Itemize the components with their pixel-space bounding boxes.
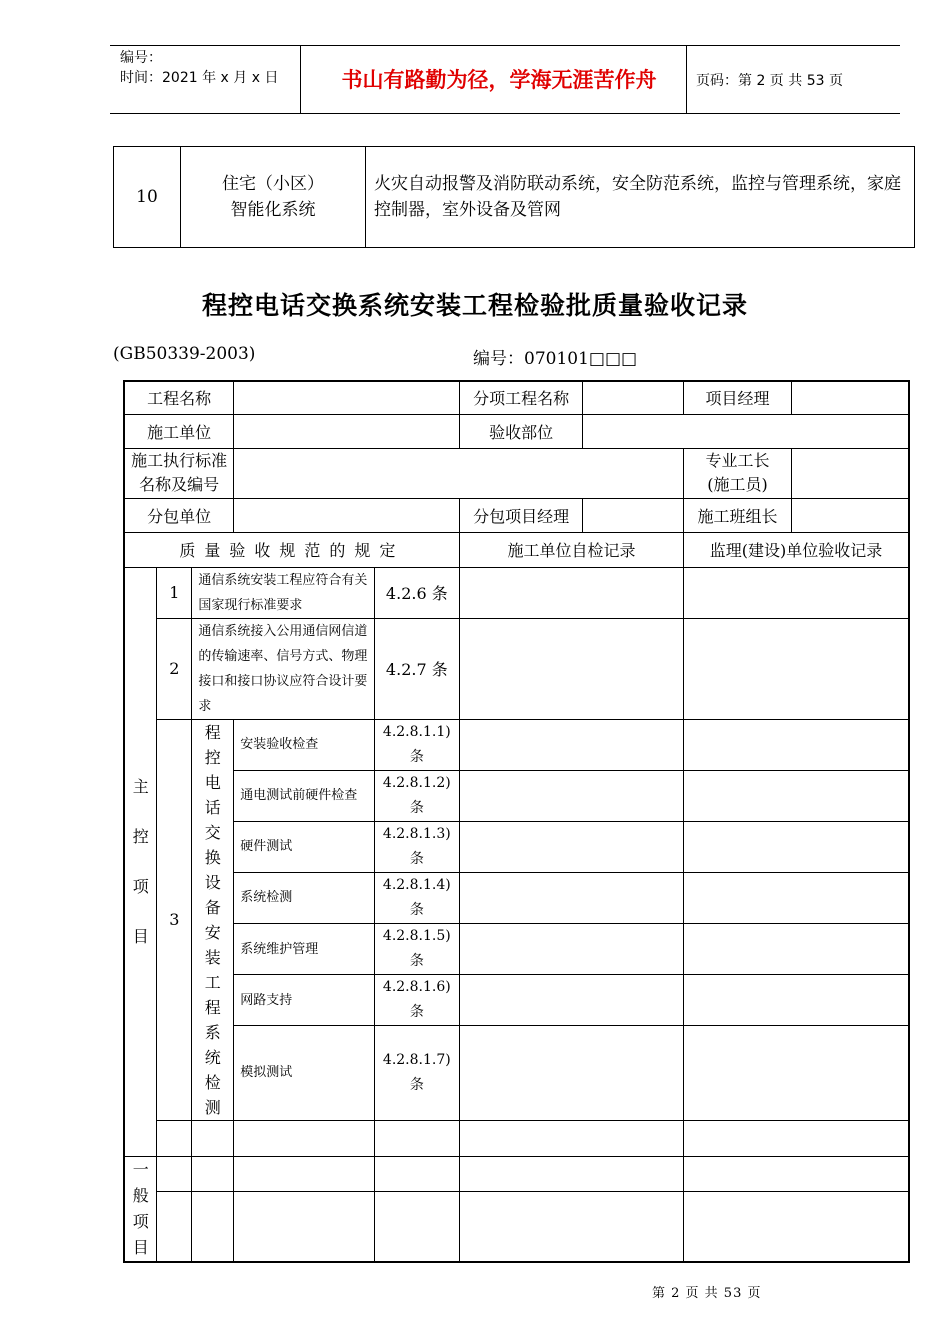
group-label-char: 装 xyxy=(204,947,221,967)
empty-cell[interactable] xyxy=(192,1191,234,1261)
main-label-char: 主 xyxy=(132,776,149,796)
empty-cell[interactable] xyxy=(157,1191,192,1261)
subitem-name: 系统检测 xyxy=(234,872,375,923)
item-clause: 4.2.6 条 xyxy=(374,567,459,618)
self-check-cell[interactable] xyxy=(459,1026,683,1120)
subitem-name: 网路支持 xyxy=(234,975,375,1026)
subitem-clause-a: 4.2.8.1.1) xyxy=(382,723,451,740)
standard-label-line2: 名称及编号 xyxy=(139,475,220,494)
self-check-cell[interactable] xyxy=(459,924,683,975)
main-label-char: 项 xyxy=(132,876,149,896)
acceptance-part-value[interactable] xyxy=(583,414,909,448)
subitem-clause-a: 4.2.8.1.2) xyxy=(382,774,451,791)
supervision-cell[interactable] xyxy=(684,1026,909,1120)
subitem-name: 硬件测试 xyxy=(234,821,375,872)
sub-manager-value[interactable] xyxy=(583,498,684,532)
subitem-clause-b: 条 xyxy=(409,953,424,970)
foreman-value[interactable] xyxy=(791,448,909,498)
acceptance-part-label: 验收部位 xyxy=(459,414,583,448)
project-manager-value[interactable] xyxy=(791,381,909,414)
code-label: 编号： xyxy=(120,50,162,66)
supervision-cell[interactable] xyxy=(684,924,909,975)
empty-cell[interactable] xyxy=(374,1120,459,1156)
supervision-cell[interactable] xyxy=(684,872,909,923)
top-table-name-line2: 智能化系统 xyxy=(230,200,316,220)
empty-cell[interactable] xyxy=(234,1191,375,1261)
group-label-char: 换 xyxy=(204,847,221,867)
group-label-char: 控 xyxy=(204,747,221,767)
form-number: 编号：070101□□□ xyxy=(473,349,638,369)
subitem-clause-b: 条 xyxy=(409,1004,424,1021)
subitem-name: 通电测试前硬件检查 xyxy=(234,770,375,821)
self-check-cell[interactable] xyxy=(459,567,683,618)
supervision-cell[interactable] xyxy=(684,770,909,821)
general-label-char: 目 xyxy=(132,1237,149,1257)
sub-project-name-label: 分项工程名称 xyxy=(459,381,583,414)
empty-cell[interactable] xyxy=(192,1156,234,1191)
construction-unit-label: 施工单位 xyxy=(124,414,234,448)
item-number: 3 xyxy=(157,719,192,1120)
subitem-clause-a: 4.2.8.1.6) xyxy=(382,979,451,996)
project-name-value[interactable] xyxy=(234,381,460,414)
foreman-label xyxy=(684,448,792,498)
top-table-name-line1: 住宅（小区） xyxy=(222,174,324,194)
supervision-cell[interactable] xyxy=(684,821,909,872)
subitem-clause-b: 条 xyxy=(409,1076,424,1093)
time-label: 时间：2021 年 x 月 x 日 xyxy=(120,70,279,86)
group-label-char: 系 xyxy=(204,1022,221,1042)
item-text: 通信系统接入公用通信网信道的传输速率、信号方式、物理接口和接口协议应符合设计要求 xyxy=(192,618,375,719)
general-label-char: 般 xyxy=(132,1185,149,1205)
subitem-name: 安装验收检查 xyxy=(234,719,375,770)
sub-project-name-value[interactable] xyxy=(583,381,684,414)
form-title: 程控电话交换系统安装工程检验批质量验收记录 xyxy=(201,291,748,320)
page-footer: 第 2 页 共 53 页 xyxy=(652,1286,762,1301)
motto: 书山有路勤为径，学海无涯苦作舟 xyxy=(341,68,657,92)
header-top-rule xyxy=(110,45,900,46)
main-label-char: 控 xyxy=(132,826,149,846)
supervision-cell[interactable] xyxy=(684,719,909,770)
group-label-char: 程 xyxy=(204,997,221,1017)
header-bottom-rule xyxy=(110,113,900,114)
self-check-cell[interactable] xyxy=(459,975,683,1026)
subitem-clause xyxy=(374,719,459,770)
self-check-cell[interactable] xyxy=(459,770,683,821)
item-clause: 4.2.7 条 xyxy=(374,618,459,719)
self-check-cell[interactable] xyxy=(459,1191,683,1261)
self-check-cell[interactable] xyxy=(459,1156,683,1191)
self-check-cell[interactable] xyxy=(459,618,683,719)
item-number: 1 xyxy=(157,567,192,618)
supervision-header: 监理(建设)单位验收记录 xyxy=(684,532,909,567)
empty-cell[interactable] xyxy=(374,1191,459,1261)
general-label-char: 项 xyxy=(132,1211,149,1231)
top-table xyxy=(113,146,915,248)
subitem-clause xyxy=(374,821,459,872)
subcontractor-label: 分包单位 xyxy=(124,498,234,532)
group-label-char: 备 xyxy=(204,897,221,917)
supervision-cell[interactable] xyxy=(684,618,909,719)
subitem-clause xyxy=(374,872,459,923)
self-check-cell[interactable] xyxy=(459,821,683,872)
supervision-cell[interactable] xyxy=(684,567,909,618)
supervision-cell[interactable] xyxy=(684,1120,909,1156)
group-label-char: 设 xyxy=(204,872,221,892)
general-label-char: 一 xyxy=(132,1159,149,1179)
subcontractor-value[interactable] xyxy=(234,498,460,532)
subitem-name: 系统维护管理 xyxy=(234,924,375,975)
group-label-char: 交 xyxy=(204,822,221,842)
group-label-char: 电 xyxy=(204,772,221,792)
group-label-char: 统 xyxy=(204,1047,221,1067)
subitem-clause xyxy=(374,770,459,821)
header-divider-right xyxy=(686,45,687,113)
main-label-char: 目 xyxy=(132,926,149,946)
subitem-clause-b: 条 xyxy=(409,748,424,765)
foreman-label-line1: 专业工长 xyxy=(705,451,770,470)
self-check-cell[interactable] xyxy=(459,1120,683,1156)
group-label-char: 测 xyxy=(204,1097,221,1117)
standard-value[interactable] xyxy=(234,448,684,498)
foreman-label-line2: (施工员) xyxy=(707,475,768,494)
top-table-number: 10 xyxy=(114,147,181,248)
subitem-clause-b: 条 xyxy=(409,799,424,816)
empty-cell[interactable] xyxy=(157,1156,192,1191)
spec-header: 质量验收规范的规定 xyxy=(124,532,459,567)
subitem-name: 模拟测试 xyxy=(234,1026,375,1120)
group-label-char: 话 xyxy=(204,797,221,817)
subitem-clause-a: 4.2.8.1.7) xyxy=(382,1051,451,1068)
self-check-cell[interactable] xyxy=(459,719,683,770)
header-meta xyxy=(120,48,278,88)
team-leader-label: 施工班组长 xyxy=(684,498,792,532)
empty-cell[interactable] xyxy=(234,1120,375,1156)
subitem-clause-a: 4.2.8.1.3) xyxy=(382,825,451,842)
group-label-char: 工 xyxy=(204,972,221,992)
group-label-char: 程 xyxy=(204,722,221,742)
subitem-clause xyxy=(374,924,459,975)
self-check-header: 施工单位自检记录 xyxy=(459,532,683,567)
subitem-clause-b: 条 xyxy=(409,901,424,918)
standard-label-line1: 施工执行标准 xyxy=(131,451,228,470)
subitem-clause-a: 4.2.8.1.4) xyxy=(382,876,451,893)
supervision-cell[interactable] xyxy=(684,1156,909,1191)
item-number: 2 xyxy=(157,618,192,719)
general-items-label xyxy=(124,1156,157,1262)
standard-label xyxy=(124,448,234,498)
supervision-cell[interactable] xyxy=(684,975,909,1026)
empty-cell[interactable] xyxy=(192,1120,234,1156)
page-info: 页码：第 2 页 共 53 页 xyxy=(696,73,843,89)
supervision-cell[interactable] xyxy=(684,1191,909,1261)
project-manager-label: 项目经理 xyxy=(684,381,792,414)
sub-manager-label: 分包项目经理 xyxy=(459,498,583,532)
top-table-content: 火灾自动报警及消防联动系统，安全防范系统，监控与管理系统，家庭控制器，室外设备及管网 xyxy=(366,147,915,248)
item3-group-label xyxy=(192,719,234,1120)
team-leader-value[interactable] xyxy=(791,498,909,532)
subitem-clause xyxy=(374,975,459,1026)
project-name-label: 工程名称 xyxy=(124,381,234,414)
standard-code: (GB50339-2003) xyxy=(113,344,256,364)
empty-cell[interactable] xyxy=(234,1156,375,1191)
empty-cell[interactable] xyxy=(374,1156,459,1191)
top-table-name xyxy=(181,147,366,248)
subitem-clause-a: 4.2.8.1.5) xyxy=(382,928,451,945)
item-text: 通信系统安装工程应符合有关国家现行标准要求 xyxy=(192,567,375,618)
group-label-char: 安 xyxy=(204,922,221,942)
construction-unit-value[interactable] xyxy=(234,414,460,448)
self-check-cell[interactable] xyxy=(459,872,683,923)
subitem-clause xyxy=(374,1026,459,1120)
subitem-clause-b: 条 xyxy=(409,850,424,867)
acceptance-form-table xyxy=(123,380,910,1263)
main-control-label xyxy=(124,567,157,1156)
empty-cell[interactable] xyxy=(157,1120,192,1156)
group-label-char: 检 xyxy=(204,1072,221,1092)
